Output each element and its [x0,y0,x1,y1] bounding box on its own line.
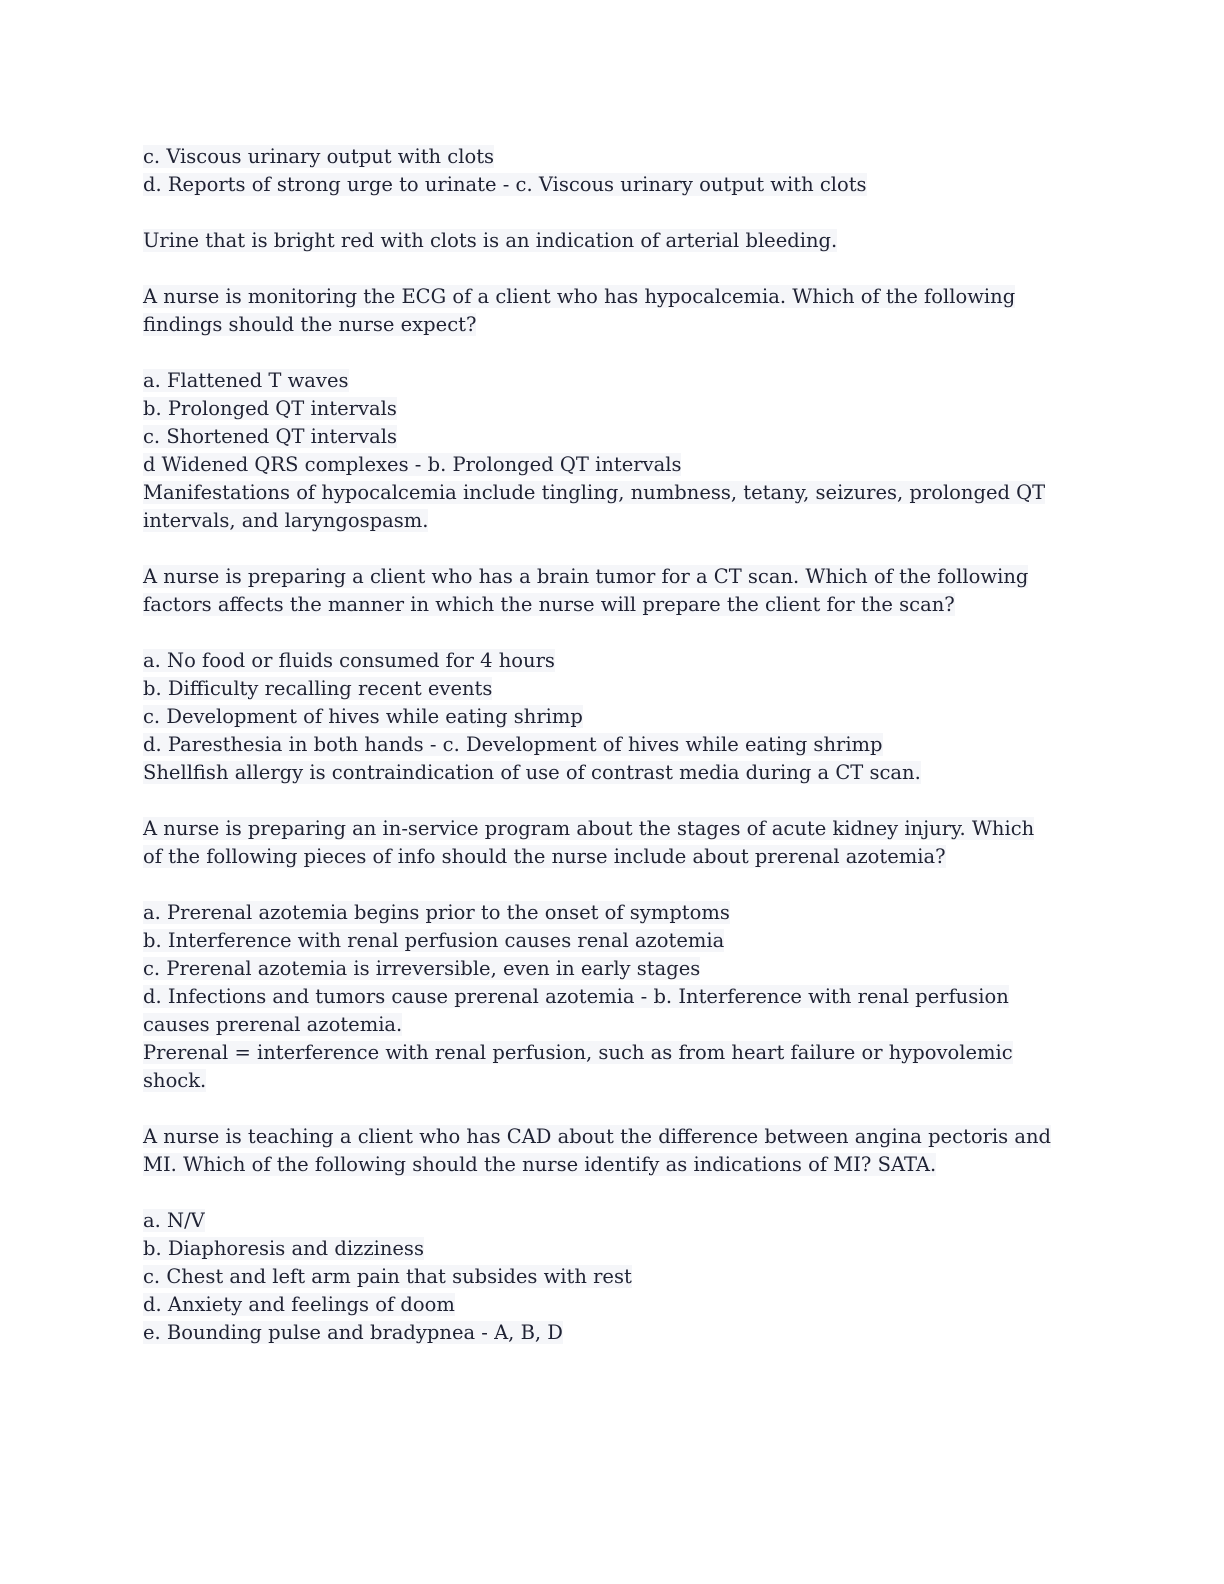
text-line: d Widened QRS complexes - b. Prolonged QT intervals [143,453,682,476]
text-line: Urine that is bright red with clots is an indication of arterial bleeding. [143,229,838,252]
text-line: b. Diaphoresis and dizziness [143,1237,424,1260]
text-line: A nurse is preparing an in-service program about the stages of acute kidney injury. Which [143,817,1035,840]
text-line: shock. [143,1069,207,1092]
question-block [143,283,1083,339]
text-line: e. Bounding pulse and bradypnea - A, B, D [143,1321,563,1344]
text-line: c. Prerenal azotemia is irreversible, even in early stages [143,957,701,980]
text-line: intervals, and laryngospasm. [143,509,429,532]
text-line: findings should the nurse expect? [143,313,477,336]
question-block [143,1123,1083,1179]
text-line: a. Flattened T waves [143,369,349,392]
question-block [143,815,1083,871]
text-line: A nurse is preparing a client who has a brain tumor for a CT scan. Which of the following [143,565,1029,588]
text-block [143,143,1083,199]
text-line: a. N/V [143,1209,205,1232]
text-line: d. Anxiety and feelings of doom [143,1293,455,1316]
text-line: c. Viscous urinary output with clots [143,145,495,168]
text-line: d. Reports of strong urge to urinate - c. Viscous urinary output with clots [143,173,867,196]
text-line: Prerenal = interference with renal perfusion, such as from heart failure or hypovolemic [143,1041,1013,1064]
text-line: b. Difficulty recalling recent events [143,677,493,700]
text-line: factors affects the manner in which the nurse will prepare the client for the scan? [143,593,955,616]
text-line: c. Shortened QT intervals [143,425,398,448]
question-block [143,563,1083,619]
text-line: of the following pieces of info should the nurse include about prerenal azotemia? [143,845,946,868]
text-line: Manifestations of hypocalcemia include tingling, numbness, tetany, seizures, prolonged QT [143,481,1046,504]
text-line: a. No food or fluids consumed for 4 hours [143,649,555,672]
text-line: A nurse is teaching a client who has CAD about the difference between angina pectoris and [143,1125,1052,1148]
answer-block [143,647,1083,787]
text-line: A nurse is monitoring the ECG of a client who has hypocalcemia. Which of the following [143,285,1016,308]
text-line: b. Prolonged QT intervals [143,397,397,420]
document-page [143,143,1083,1347]
text-line: c. Development of hives while eating shrimp [143,705,583,728]
answer-block [143,1207,1083,1347]
answer-block [143,899,1083,1095]
text-line: a. Prerenal azotemia begins prior to the onset of symptoms [143,901,730,924]
text-line: MI. Which of the following should the nurse identify as indications of MI? SATA. [143,1153,937,1176]
text-block [143,227,1083,255]
text-line: causes prerenal azotemia. [143,1013,403,1036]
text-line: Shellfish allergy is contraindication of use of contrast media during a CT scan. [143,761,921,784]
answer-block [143,367,1083,535]
text-line: b. Interference with renal perfusion causes renal azotemia [143,929,725,952]
text-line: d. Paresthesia in both hands - c. Development of hives while eating shrimp [143,733,883,756]
text-line: d. Infections and tumors cause prerenal azotemia - b. Interference with renal perfusion [143,985,1009,1008]
text-line: c. Chest and left arm pain that subsides with rest [143,1265,632,1288]
